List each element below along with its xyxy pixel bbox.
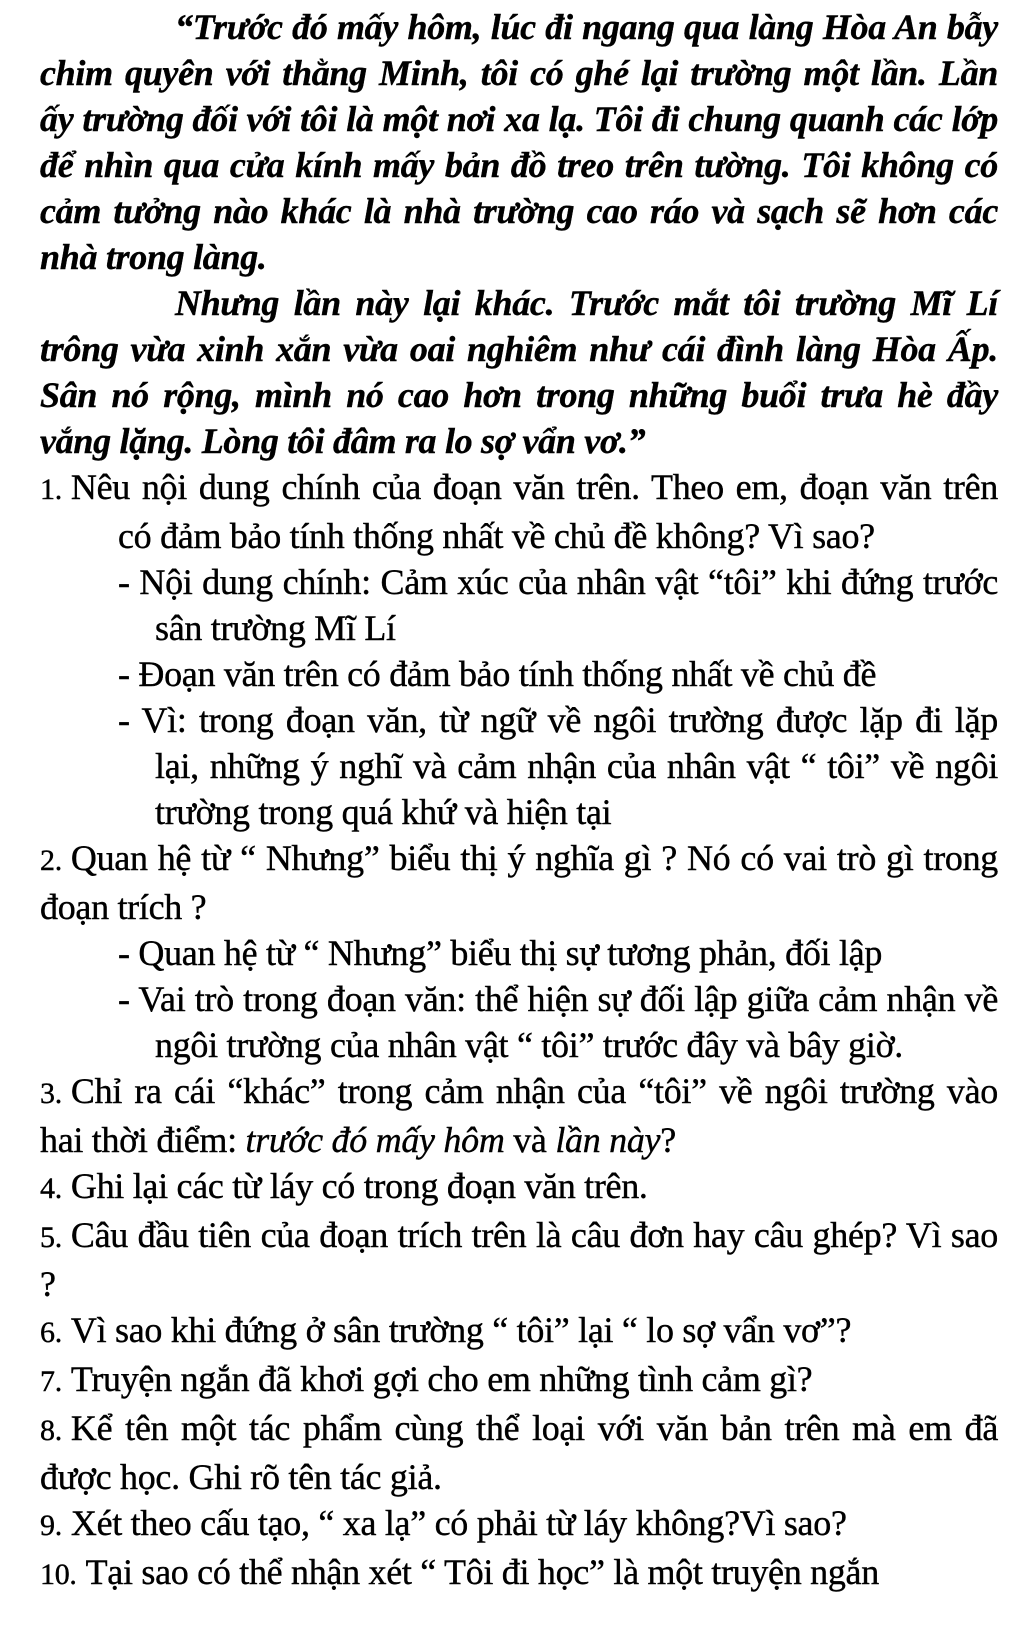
question-2-number: 2. [40,844,62,877]
question-4-number: 4. [40,1172,62,1205]
question-9-number: 9. [40,1509,62,1542]
question-1 [40,464,998,559]
passage-paragraph-2: Nhưng lần này lại khác. Trước mắt tôi trường Mĩ Lí trông vừa xinh xắn vừa oai nghiêm như cái đình làng Hòa Ấp. Sân nó rộng, mình nó cao hơn trong những buổi trưa hè đầy vắng lặng. Lòng tôi đâm ra lo sợ vẩn vơ.” [40,283,998,461]
question-4-text: Ghi lại các từ láy có trong đoạn văn trên. [70,1166,648,1206]
question-9 [40,1500,998,1549]
question-3-connector: và [504,1120,556,1160]
question-7-number: 7. [40,1365,62,1398]
passage-paragraph-1: “Trước đó mấy hôm, lúc đi ngang qua làng Hòa An bẫy chim quyên với thằng Minh, tôi có ghé lại trường một lần. Lần ấy trường đối với tôi là một nơi xa lạ. Tôi đi chung quanh các lớp để nhìn qua cửa kính mấy bản đồ treo trên tường. Tôi không có cảm tưởng nào khác là nhà trường cao ráo và sạch sẽ hơn các nhà trong làng. [40,7,998,277]
question-3-number: 3. [40,1077,62,1110]
answer-1-3: - Vì: trong đoạn văn, từ ngữ về ngôi trường được lặp đi lặp lại, những ý nghĩ và cảm nhận của nhân vật “ tôi” về ngôi trường trong quá khứ và hiện tại [118,700,998,832]
question-6-number: 6. [40,1316,62,1349]
question-7-text: Truyện ngắn đã khơi gợi cho em những tình cảm gì? [70,1359,813,1399]
answer-1-2: - Đoạn văn trên có đảm bảo tính thống nhất về chủ đề [118,654,877,694]
question-3-italic-phrase-2: lần này [555,1120,661,1160]
question-8 [40,1405,998,1500]
question-10-clipped [40,1549,998,1598]
question-6-text: Vì sao khi đứng ở sân trường “ tôi” lại “ lo sợ vẩn vơ”? [70,1310,852,1350]
question-3-italic-phrase-1: trước đó mấy hôm [245,1120,505,1160]
question-3-text: Chỉ ra cái “khác” trong cảm nhận của “tôi” về ngôi trường vào hai thời điểm: [40,1071,998,1160]
question-1-number: 1. [40,473,62,506]
question-8-number: 8. [40,1414,62,1447]
question-10-text: Tại sao có thể nhận xét “ Tôi đi học” là một truyện ngắn [85,1552,879,1592]
question-3 [40,1068,998,1163]
question-8-text: Kể tên một tác phẩm cùng thể loại với văn bản trên mà em đã được học. Ghi rõ tên tác giả. [40,1408,998,1497]
question-3-question-mark: ? [660,1120,676,1160]
question-5 [40,1212,998,1307]
question-10-number: 10. [40,1558,77,1591]
question-4 [40,1163,998,1212]
question-6 [40,1307,998,1356]
question-7 [40,1356,998,1405]
question-5-number: 5. [40,1221,62,1254]
question-9-text: Xét theo cấu tạo, “ xa lạ” có phải từ láy không?Vì sao? [70,1503,847,1543]
answer-1-1: - Nội dung chính: Cảm xúc của nhân vật “tôi” khi đứng trước sân trường Mĩ Lí [118,562,998,648]
question-2-text: Quan hệ từ “ Nhưng” biểu thị ý nghĩa gì ? Nó có vai trò gì trong đoạn trích ? [40,838,998,927]
question-2 [40,835,998,930]
question-5-text: Câu đầu tiên của đoạn trích trên là câu đơn hay câu ghép? Vì sao ? [40,1215,998,1304]
answer-2-2: - Vai trò trong đoạn văn: thể hiện sự đối lập giữa cảm nhận về ngôi trường của nhân vật “ tôi” trước đây và bây giờ. [118,979,998,1065]
answer-2-1: - Quan hệ từ “ Nhưng” biểu thị sự tương phản, đối lập [118,933,883,973]
question-1-text: Nêu nội dung chính của đoạn văn trên. Theo em, đoạn văn trên có đảm bảo tính thống nhất về chủ đề không? Vì sao? [70,467,998,556]
